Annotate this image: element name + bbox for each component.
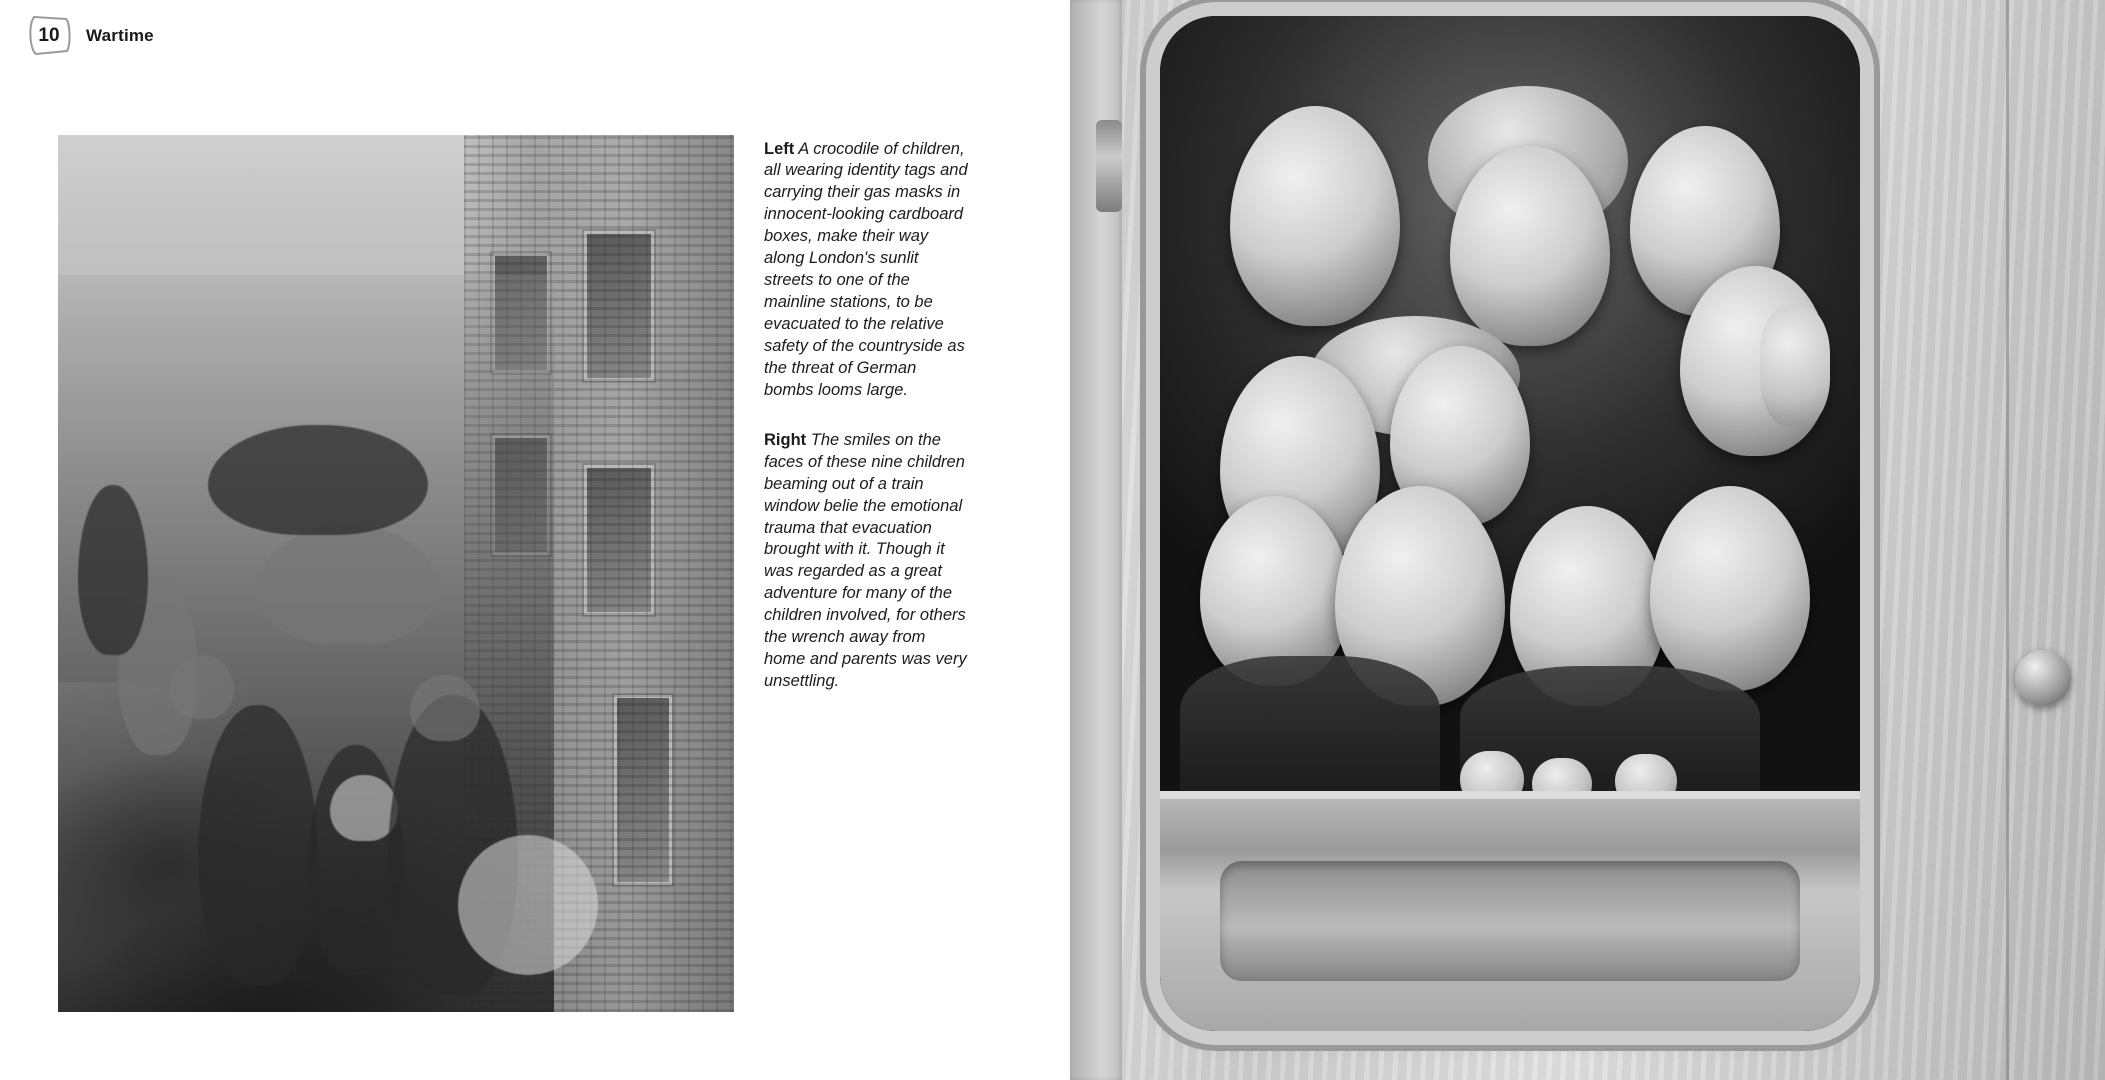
crowd-figure — [208, 425, 428, 535]
caption-right-text: The smiles on the faces of these nine children beaming out of a train window belie the emotional trauma that evacuation brought with it. Though it was regarded as a great adventure for many of the children involved, for others the wrench away from home and parents was very unsettling. — [764, 430, 967, 691]
caption-right — [764, 430, 969, 693]
building-window — [584, 231, 654, 381]
crowd-figure — [410, 675, 480, 741]
photo-left-crowd — [58, 275, 554, 1012]
caption-column — [764, 122, 969, 721]
crowd-figure — [330, 775, 398, 841]
crowd-figure — [78, 485, 148, 655]
building-window — [584, 465, 654, 615]
window-sill — [1160, 791, 1860, 1031]
carriage-latch — [1096, 120, 1122, 212]
child-face — [1230, 106, 1400, 326]
page-number: 10 — [38, 25, 60, 46]
child-face — [1650, 486, 1810, 691]
building-doorway — [614, 695, 672, 885]
carriage-seam — [2006, 0, 2009, 1080]
running-head: Wartime — [86, 26, 154, 45]
sill-recess — [1220, 861, 1800, 981]
caption-left-lead: Left — [764, 139, 795, 158]
folio-badge-shape — [26, 14, 72, 58]
child-hand — [1760, 306, 1830, 426]
carriage-door-handle-icon — [2015, 650, 2071, 706]
right-page — [1070, 0, 2105, 1080]
train-window-frame — [1160, 16, 1860, 1031]
caption-right-lead: Right — [764, 430, 807, 449]
crowd-figure — [258, 525, 438, 645]
page-folio — [26, 14, 154, 58]
caption-left — [764, 139, 969, 402]
crowd-figure — [198, 705, 318, 985]
carried-bundle — [458, 835, 598, 975]
photo-evacuee-crocodile — [58, 135, 734, 1012]
train-window-interior — [1160, 16, 1860, 1031]
caption-left-text: A crocodile of children, all wearing identity tags and carrying their gas masks in innocent-looking cardboard boxes, make their way along London's sunlit streets to one of the mainline stations, to be evacuated to the relative safety of the countryside as the threat of German bombs looms large. — [764, 139, 968, 399]
